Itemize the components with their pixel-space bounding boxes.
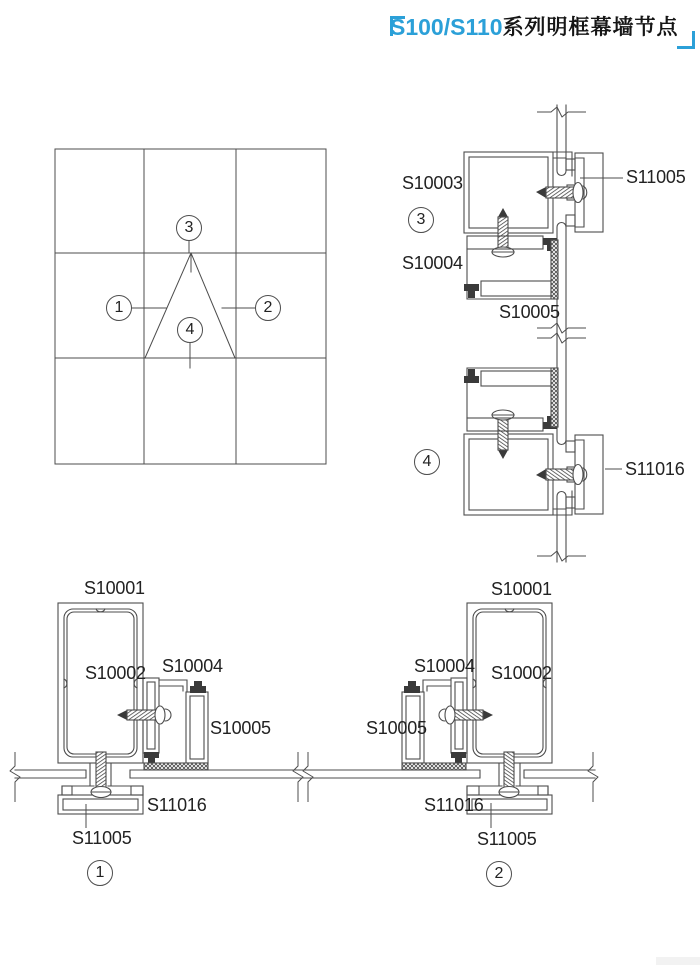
label-gasket: S10005: [366, 718, 427, 738]
plan-callout-3: 3: [176, 215, 202, 241]
detail-4-drawing: [464, 333, 603, 562]
label-cover: S11005: [72, 828, 132, 848]
key-plan-grid: [55, 149, 326, 464]
page-title: [390, 14, 679, 54]
label-cover: S11005: [626, 167, 686, 187]
detail-3-drawing: [464, 105, 603, 334]
plan-callout-1: 1: [106, 295, 132, 321]
label-cover: S11016: [625, 459, 685, 479]
label-clamp: S11016: [424, 795, 484, 815]
detail-4-callout: 4: [414, 449, 440, 475]
label-subframe: S10004: [162, 656, 223, 676]
label-cover: S11005: [477, 829, 537, 849]
series-code: S100/S110: [390, 14, 503, 40]
plan-callout-2: 2: [255, 295, 281, 321]
label-frame: S10003: [402, 173, 463, 193]
detail-2-callout: 2: [486, 861, 512, 887]
detail-3-callout: 3: [408, 207, 434, 233]
plan-callout-4: 4: [177, 317, 203, 343]
footer-bar: [656, 957, 700, 965]
label-clamp: S11016: [147, 795, 207, 815]
detail-1-callout: 1: [87, 860, 113, 886]
label-adapter: S10002: [491, 663, 552, 683]
label-adapter: S10002: [85, 663, 146, 683]
label-gasket: S10005: [499, 302, 560, 322]
label-mullion: S10001: [491, 579, 552, 599]
title-text: 系列明框幕墙节点: [502, 16, 679, 39]
label-gasket: S10005: [210, 718, 271, 738]
detail-1-drawing: [15, 603, 308, 814]
detail-2-drawing: [302, 603, 595, 814]
label-subframe: S10004: [402, 253, 463, 273]
label-mullion: S10001: [84, 578, 145, 598]
label-subframe: S10004: [414, 656, 475, 676]
break-symbols: [10, 107, 598, 802]
title-bracket-right: [677, 31, 695, 49]
